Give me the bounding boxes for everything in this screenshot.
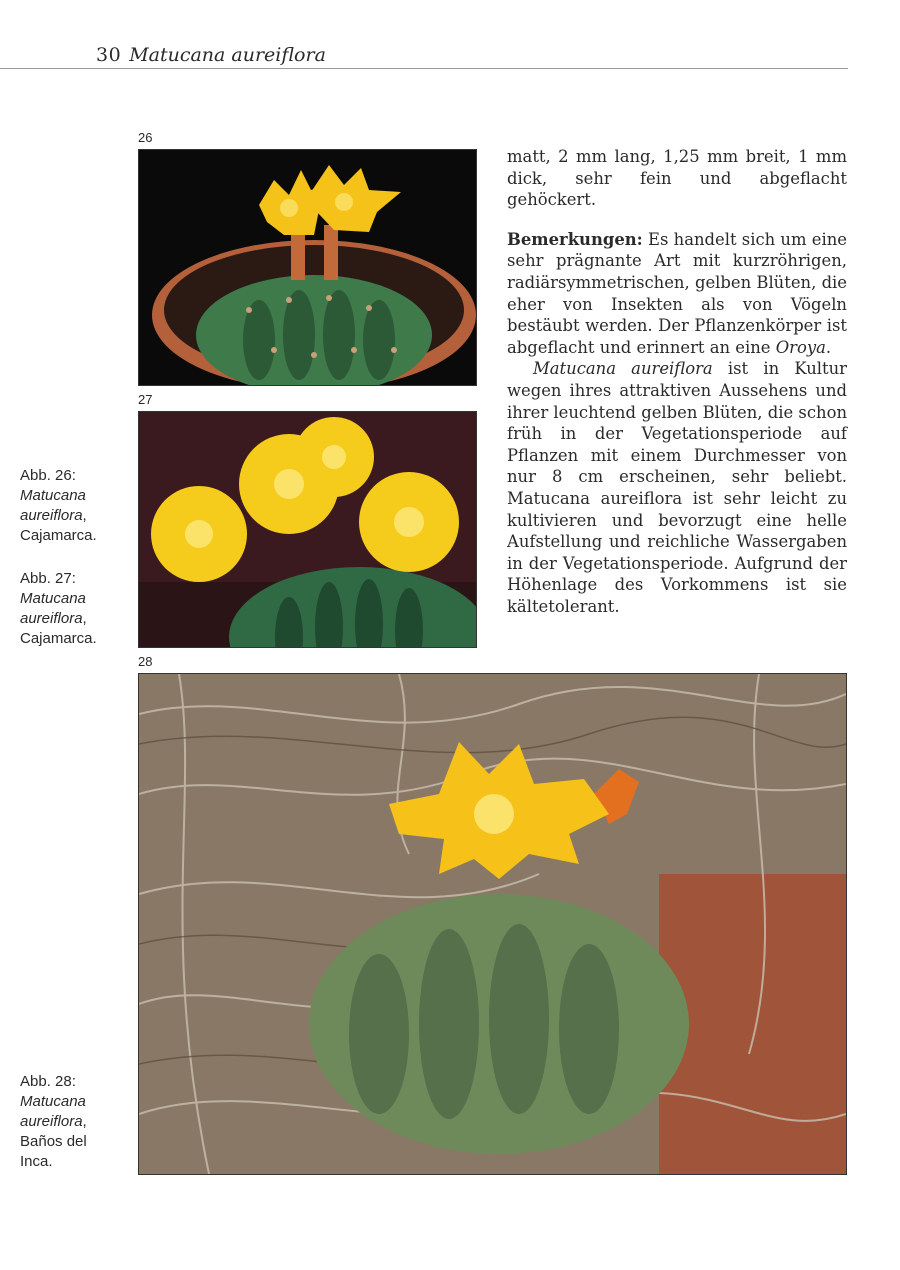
body-paragraph-3 xyxy=(507,358,847,617)
body-text-column xyxy=(507,146,847,617)
photo-fig-28 xyxy=(138,673,847,1175)
caption-locality: Cajamarca. xyxy=(20,630,97,647)
caption-genus: Matucana xyxy=(20,590,86,607)
caption-species: aureiflora xyxy=(20,1113,83,1130)
genus-reference: Oroya xyxy=(775,337,826,357)
photo-fig-27 xyxy=(138,411,477,648)
caption-comma: , xyxy=(82,610,87,627)
body-paragraph-1: matt, 2 mm lang, 1,25 mm breit, 1 mm dick, sehr fein und abgeflacht gehöckert. xyxy=(507,147,847,210)
figure-number-27: 27 xyxy=(138,392,153,407)
caption-species: aureiflora xyxy=(20,507,83,524)
caption-locality-line2: Inca. xyxy=(20,1153,53,1170)
remarks-text: Es handelt sich um eine sehr prägnante Art mit kurzröhrigen, radiärsymmetrischen, gelben Blüten, die eher von Insekten als von Vögeln bestäubt werden. Der Pflanzenkörper ist abgeflacht und erinnert an eine xyxy=(507,229,847,357)
remarks-end: . xyxy=(825,337,832,357)
caption-genus: Matucana xyxy=(20,487,86,504)
caption-species: aureiflora xyxy=(20,610,83,627)
remarks-heading: Bemerkungen: xyxy=(507,229,643,249)
caption-genus: Matucana xyxy=(20,1093,86,1110)
running-title: Matucana aureiflora xyxy=(129,44,326,66)
body-paragraph-2 xyxy=(507,229,847,359)
caption-label: Abb. 27: xyxy=(20,570,76,587)
caption-fig-28 xyxy=(20,1072,87,1172)
species-name: Matucana aureiflora xyxy=(533,359,713,379)
caption-label: Abb. 26: xyxy=(20,467,76,484)
header-rule xyxy=(0,68,848,69)
caption-comma: , xyxy=(82,507,87,524)
caption-comma: , xyxy=(82,1113,87,1130)
page-number: 30 xyxy=(96,44,122,66)
caption-label: Abb. 28: xyxy=(20,1073,76,1090)
caption-locality: Cajamarca. xyxy=(20,527,97,544)
cultivation-text: ist in Kultur wegen ihres attraktiven Aussehens und ihrer leuchtend gelben Blüten, die schon früh in der Vegetationsperiode auf Pflanzen mit einem Durchmesser von nur 8 cm erscheinen, sehr beliebt. Matucana aureiflora ist sehr leicht zu kultivieren und bevorzugt eine helle Aufstellung und reichliche Wassergaben in der Vegetationsperiode. Aufgrund der Höhenlage des Vorkommens ist sie kältetolerant. xyxy=(507,359,847,616)
figure-number-26: 26 xyxy=(138,130,153,145)
photo-fig-26 xyxy=(138,149,477,386)
caption-locality-line1: Baños del xyxy=(20,1133,87,1150)
running-header xyxy=(96,44,326,66)
figure-number-28: 28 xyxy=(138,654,153,669)
caption-fig-27 xyxy=(20,569,97,649)
caption-fig-26 xyxy=(20,466,97,546)
